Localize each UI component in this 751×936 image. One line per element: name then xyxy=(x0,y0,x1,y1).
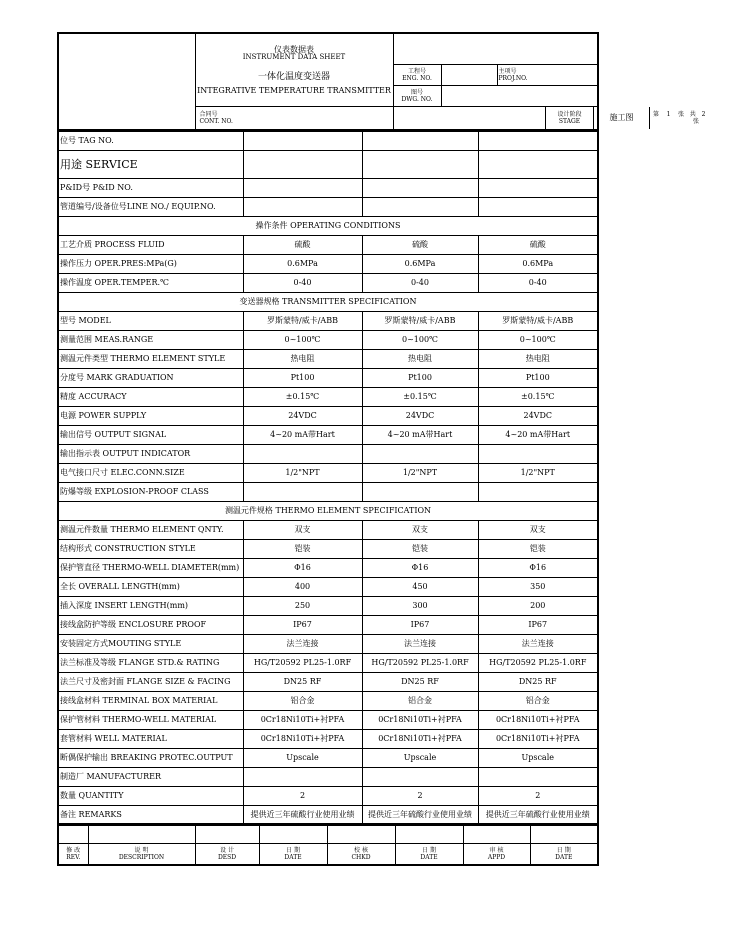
proj-no-label: 主项号 PROJ.NO. xyxy=(497,64,598,85)
spec-value: DN25 RF xyxy=(362,672,478,691)
spec-value: 2 xyxy=(362,786,478,805)
spec-label: 法兰标准及等级 FLANGE STD.& RATING xyxy=(58,653,243,672)
spec-value: 0~100℃ xyxy=(478,330,598,349)
dwg-no-value xyxy=(441,85,598,106)
spec-row xyxy=(58,767,598,786)
spec-value: Upscale xyxy=(478,748,598,767)
spec-row xyxy=(58,482,598,501)
spec-value xyxy=(362,178,478,197)
spec-value: HG/T20592 PL25-1.0RF xyxy=(243,653,362,672)
spec-value xyxy=(243,131,362,150)
section-operating: 操作条件 OPERATING CONDITIONS xyxy=(58,216,598,235)
spec-value: 双支 xyxy=(243,520,362,539)
spec-value: 硫酸 xyxy=(478,235,598,254)
spec-label: 数量 QUANTITY xyxy=(58,786,243,805)
date2-label: 日 期 DATE xyxy=(395,844,463,865)
spec-row xyxy=(58,634,598,653)
spec-value: 0-40 xyxy=(243,273,362,292)
header-blank-top xyxy=(393,33,598,64)
sheet-count: 第 1 张 共 2 张 xyxy=(650,107,751,129)
title-cn: 仪表数据表 xyxy=(274,44,314,54)
spec-value: 铝合金 xyxy=(478,691,598,710)
spec-value xyxy=(243,767,362,786)
spec-value xyxy=(478,197,598,216)
spec-label: 保护管材料 THERMO-WELL MATERIAL xyxy=(58,710,243,729)
spec-value xyxy=(243,197,362,216)
section-thermo: 测温元件规格 THERMO ELEMENT SPECIFICATION xyxy=(58,501,598,520)
spec-value: 0Cr18Ni10Ti+衬PFA xyxy=(243,729,362,748)
spec-value: 铠装 xyxy=(478,539,598,558)
spec-value: DN25 RF xyxy=(243,672,362,691)
title-en: INSTRUMENT DATA SHEET xyxy=(242,52,346,61)
spec-value: ±0.15℃ xyxy=(243,387,362,406)
spec-value: 法兰连接 xyxy=(478,634,598,653)
spec-value: 硫酸 xyxy=(362,235,478,254)
spec-value xyxy=(478,767,598,786)
spec-row xyxy=(58,311,598,330)
spec-value: 罗斯蒙特/威卡/ABB xyxy=(362,311,478,330)
spec-label: 断偶保护输出 BREAKING PROTEC.OUTPUT xyxy=(58,748,243,767)
spec-value xyxy=(243,150,362,178)
spec-value: 0~100℃ xyxy=(362,330,478,349)
spec-row xyxy=(58,368,598,387)
eng-no-value xyxy=(441,64,497,85)
spec-value: Φ16 xyxy=(362,558,478,577)
product-cn: 一体化温度变送器 xyxy=(257,71,330,82)
spec-label: 精度 ACCURACY xyxy=(58,387,243,406)
spec-value: 0.6MPa xyxy=(478,254,598,273)
spec-value: 0Cr18Ni10Ti+衬PFA xyxy=(478,729,598,748)
spec-label: 结构形式 CONSTRUCTION STYLE xyxy=(58,539,243,558)
spec-value: 双支 xyxy=(478,520,598,539)
spec-value: Φ16 xyxy=(478,558,598,577)
spec-row xyxy=(58,577,598,596)
spec-value: 2 xyxy=(243,786,362,805)
spec-label: 套管材料 WELL MATERIAL xyxy=(58,729,243,748)
section-transmitter: 变送器规格 TRANSMITTER SPECIFICATION xyxy=(58,292,598,311)
spec-value: 400 xyxy=(243,577,362,596)
spec-value xyxy=(478,444,598,463)
spec-row xyxy=(58,235,598,254)
spec-value: 300 xyxy=(362,596,478,615)
spec-value xyxy=(478,482,598,501)
spec-value: 24VDC xyxy=(362,406,478,425)
spec-row xyxy=(58,539,598,558)
spec-label: 插入深度 INSERT LENGTH(mm) xyxy=(58,596,243,615)
spec-value: 热电阻 xyxy=(362,349,478,368)
spec-label: 管道编号/设备位号LINE NO./ EQUIP.NO. xyxy=(58,197,243,216)
spec-value xyxy=(243,178,362,197)
spec-value: 1/2"NPT xyxy=(478,463,598,482)
spec-value: DN25 RF xyxy=(478,672,598,691)
spec-label: 操作温度 OPER.TEMPER.℃ xyxy=(58,273,243,292)
spec-value: 铠装 xyxy=(362,539,478,558)
spec-row xyxy=(58,406,598,425)
spec-row xyxy=(58,425,598,444)
spec-value: 法兰连接 xyxy=(362,634,478,653)
spec-value: 提供近三年硫酸行业使用业绩 xyxy=(243,805,362,824)
spec-value: 24VDC xyxy=(243,406,362,425)
spec-value: Pt100 xyxy=(362,368,478,387)
spec-row xyxy=(58,729,598,748)
spec-value xyxy=(362,482,478,501)
spec-value: 0-40 xyxy=(362,273,478,292)
spec-value: 450 xyxy=(362,577,478,596)
spec-value: 1/2"NPT xyxy=(362,463,478,482)
spec-value: 硫酸 xyxy=(243,235,362,254)
spec-value: 法兰连接 xyxy=(243,634,362,653)
spec-value: 4~20 mA带Hart xyxy=(362,425,478,444)
spec-label: 制造厂 MANUFACTURER xyxy=(58,767,243,786)
spec-value: Φ16 xyxy=(243,558,362,577)
spec-value xyxy=(478,150,598,178)
spec-value: 铝合金 xyxy=(362,691,478,710)
spec-value: ±0.15℃ xyxy=(478,387,598,406)
spec-value xyxy=(478,178,598,197)
logo-area xyxy=(58,33,195,130)
spec-value: Pt100 xyxy=(243,368,362,387)
spec-value xyxy=(362,131,478,150)
rev-label: 修 改 REV. xyxy=(58,844,88,865)
spec-value: 0-40 xyxy=(478,273,598,292)
spec-value xyxy=(362,150,478,178)
spec-value: 350 xyxy=(478,577,598,596)
spec-row xyxy=(58,463,598,482)
spec-value xyxy=(243,482,362,501)
chkd-label: 校 核 CHKD xyxy=(327,844,395,865)
spec-row xyxy=(58,387,598,406)
instrument-data-sheet xyxy=(57,32,706,866)
spec-row xyxy=(58,558,598,577)
spec-value xyxy=(362,444,478,463)
spec-label: 输出信号 OUTPUT SIGNAL xyxy=(58,425,243,444)
spec-value xyxy=(478,131,598,150)
spec-value: 0Cr18Ni10Ti+衬PFA xyxy=(362,729,478,748)
spec-value: 0.6MPa xyxy=(243,254,362,273)
spec-label: 接线盒材料 TERMINAL BOX MATERIAL xyxy=(58,691,243,710)
spec-label: 输出指示表 OUTPUT INDICATOR xyxy=(58,444,243,463)
spec-label: 位号 TAG NO. xyxy=(58,131,243,150)
spec-value xyxy=(362,767,478,786)
cont-no-value xyxy=(394,107,546,129)
spec-label: 接线盒防护等级 ENCLOSURE PROOF xyxy=(58,615,243,634)
spec-label: 法兰尺寸及密封面 FLANGE SIZE & FACING xyxy=(58,672,243,691)
spec-row xyxy=(58,349,598,368)
header-table xyxy=(57,32,706,131)
spec-label: 防爆等级 EXPLOSION-PROOF CLASS xyxy=(58,482,243,501)
spec-row xyxy=(58,672,598,691)
spec-value: 0Cr18Ni10Ti+衬PFA xyxy=(362,710,478,729)
spec-row xyxy=(58,150,598,178)
spec-value: 提供近三年硫酸行业使用业绩 xyxy=(478,805,598,824)
spec-row xyxy=(58,197,598,216)
spec-value: 罗斯蒙特/威卡/ABB xyxy=(478,311,598,330)
spec-row xyxy=(58,131,598,150)
spec-label: 分度号 MARK GRADUATION xyxy=(58,368,243,387)
date1-label: 日 期 DATE xyxy=(259,844,327,865)
revision-table xyxy=(57,825,599,866)
appd-label: 审 核 APPD xyxy=(463,844,530,865)
spec-value: 提供近三年硫酸行业使用业绩 xyxy=(362,805,478,824)
spec-label: 电源 POWER SUPPLY xyxy=(58,406,243,425)
spec-value: 200 xyxy=(478,596,598,615)
spec-value xyxy=(243,444,362,463)
dwg-no-label: 图号 DWG. NO. xyxy=(393,85,441,106)
spec-label: 测量范围 MEAS.RANGE xyxy=(58,330,243,349)
spec-row xyxy=(58,178,598,197)
cont-no-label: 合同号 CONT. NO. xyxy=(195,106,393,130)
spec-value: 0Cr18Ni10Ti+衬PFA xyxy=(478,710,598,729)
spec-row xyxy=(58,691,598,710)
spec-label: 工艺介质 PROCESS FLUID xyxy=(58,235,243,254)
spec-label: 全长 OVERALL LENGTH(mm) xyxy=(58,577,243,596)
spec-value: HG/T20592 PL25-1.0RF xyxy=(362,653,478,672)
spec-value: 热电阻 xyxy=(478,349,598,368)
spec-value: IP67 xyxy=(362,615,478,634)
spec-row xyxy=(58,710,598,729)
stage-label: 设计阶段 STAGE xyxy=(546,107,594,129)
spec-value: 4~20 mA带Hart xyxy=(478,425,598,444)
spec-value: 罗斯蒙特/威卡/ABB xyxy=(243,311,362,330)
spec-value: 热电阻 xyxy=(243,349,362,368)
spec-label: 操作压力 OPER.PRES:MPa(G) xyxy=(58,254,243,273)
spec-row xyxy=(58,615,598,634)
spec-label: 电气接口尺寸 ELEC.CONN.SIZE xyxy=(58,463,243,482)
spec-row xyxy=(58,273,598,292)
spec-value: 2 xyxy=(478,786,598,805)
spec-row xyxy=(58,786,598,805)
spec-value: 24VDC xyxy=(478,406,598,425)
stage-value: 施工图 xyxy=(594,107,650,129)
spec-row xyxy=(58,444,598,463)
eng-no-label: 工程号 ENG. NO. xyxy=(393,64,441,85)
stage-sub-table xyxy=(394,107,751,129)
spec-value: Upscale xyxy=(362,748,478,767)
spec-value: 0Cr18Ni10Ti+衬PFA xyxy=(243,710,362,729)
spec-value: 铠装 xyxy=(243,539,362,558)
spec-label: 测温元件数量 THERMO ELEMENT QNTY. xyxy=(58,520,243,539)
spec-label: 型号 MODEL xyxy=(58,311,243,330)
spec-row xyxy=(58,330,598,349)
product-en: INTEGRATIVE TEMPERATURE TRANSMITTER xyxy=(197,85,391,95)
spec-value: ±0.15℃ xyxy=(362,387,478,406)
spec-row xyxy=(58,748,598,767)
spec-value: 双支 xyxy=(362,520,478,539)
spec-value: Pt100 xyxy=(478,368,598,387)
spec-value: 4~20 mA带Hart xyxy=(243,425,362,444)
spec-table xyxy=(57,131,599,826)
spec-label: 保护管直径 THERMO-WELL DIAMETER(mm) xyxy=(58,558,243,577)
date3-label: 日 期 DATE xyxy=(530,844,598,865)
spec-label: P&ID号 P&ID NO. xyxy=(58,178,243,197)
spec-row xyxy=(58,653,598,672)
spec-label: 安装固定方式MOUTING STYLE xyxy=(58,634,243,653)
spec-value: 铝合金 xyxy=(243,691,362,710)
spec-value: 0.6MPa xyxy=(362,254,478,273)
spec-value: 0~100℃ xyxy=(243,330,362,349)
spec-row xyxy=(58,805,598,824)
spec-row xyxy=(58,520,598,539)
spec-label: 用途 SERVICE xyxy=(58,150,243,178)
spec-row xyxy=(58,254,598,273)
spec-value: IP67 xyxy=(243,615,362,634)
spec-label: 备注 REMARKS xyxy=(58,805,243,824)
desd-label: 设 计 DESD xyxy=(195,844,259,865)
spec-value: HG/T20592 PL25-1.0RF xyxy=(478,653,598,672)
header-title-block xyxy=(195,33,393,106)
spec-value: 250 xyxy=(243,596,362,615)
spec-value: 1/2"NPT xyxy=(243,463,362,482)
spec-row xyxy=(58,596,598,615)
spec-label: 测温元件类型 THERMO ELEMENT STYLE xyxy=(58,349,243,368)
desc-label: 说 明 DESCRIPTION xyxy=(88,844,195,865)
spec-value: Upscale xyxy=(243,748,362,767)
spec-value xyxy=(362,197,478,216)
spec-value: IP67 xyxy=(478,615,598,634)
